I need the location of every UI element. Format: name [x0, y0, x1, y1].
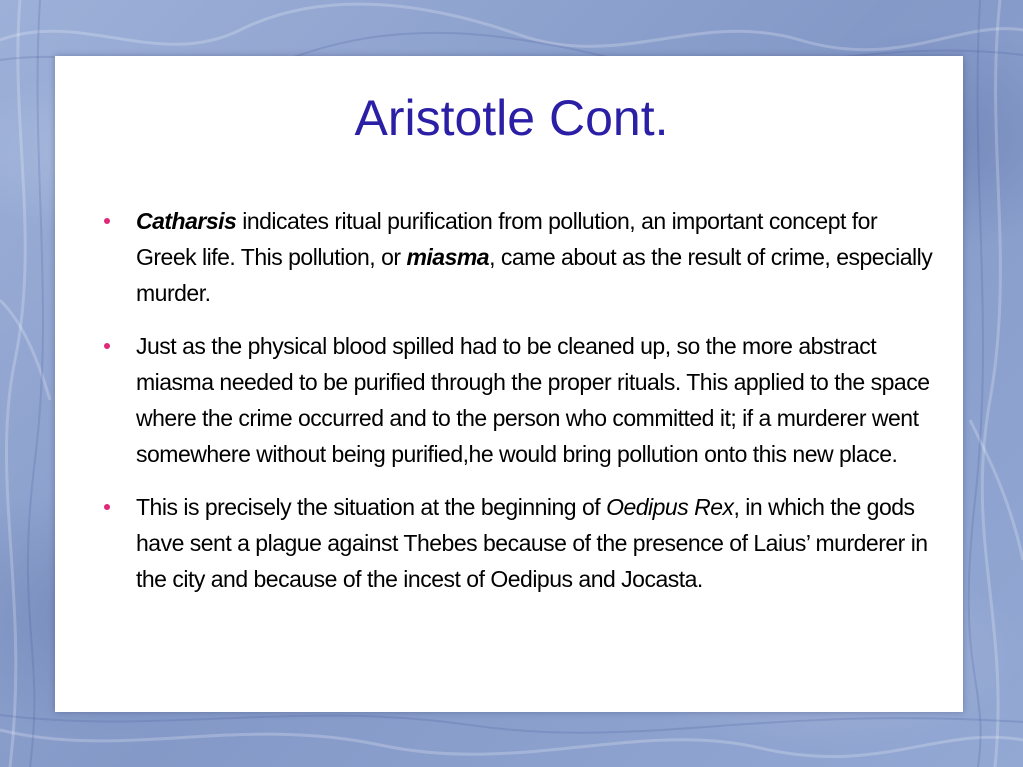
bullet-text: indicates ritual purification from pollution, an important concept for Greek life. This pollution, or: [136, 208, 878, 270]
bullet-dot-icon: [104, 343, 110, 349]
work-title-oedipus-rex: Oedipus Rex: [606, 494, 734, 520]
bullet-oedipus-situation: [136, 489, 936, 597]
bullet-text: , in which the gods have sent a plague against Thebes because of the presence of Laius’ murderer in the city and because of the incest of Oedipus and Jocasta.: [136, 494, 928, 592]
bullet-dot-icon: [104, 504, 110, 510]
bullet-catharsis: [136, 203, 936, 311]
bullet-text: Just as the physical blood spilled had to be cleaned up, so the more abstract miasma needed to be purified through the proper rituals. This applied to the space where the crime occurred and to the person who committed it; if a murderer went somewhere without being purified,he would bring pollution onto this new place.: [136, 333, 930, 467]
bullet-text: This is precisely the situation at the beginning of: [136, 494, 607, 520]
bullet-list: [136, 203, 936, 614]
term-miasma: miasma: [406, 244, 490, 270]
slide-title: Aristotle Cont.: [354, 90, 669, 146]
term-catharsis: Catharsis: [136, 208, 237, 234]
bullet-text: , came about as the result of crime, especially murder.: [136, 244, 933, 306]
bullet-dot-icon: [104, 218, 110, 224]
bullet-physical-blood: [136, 328, 936, 472]
